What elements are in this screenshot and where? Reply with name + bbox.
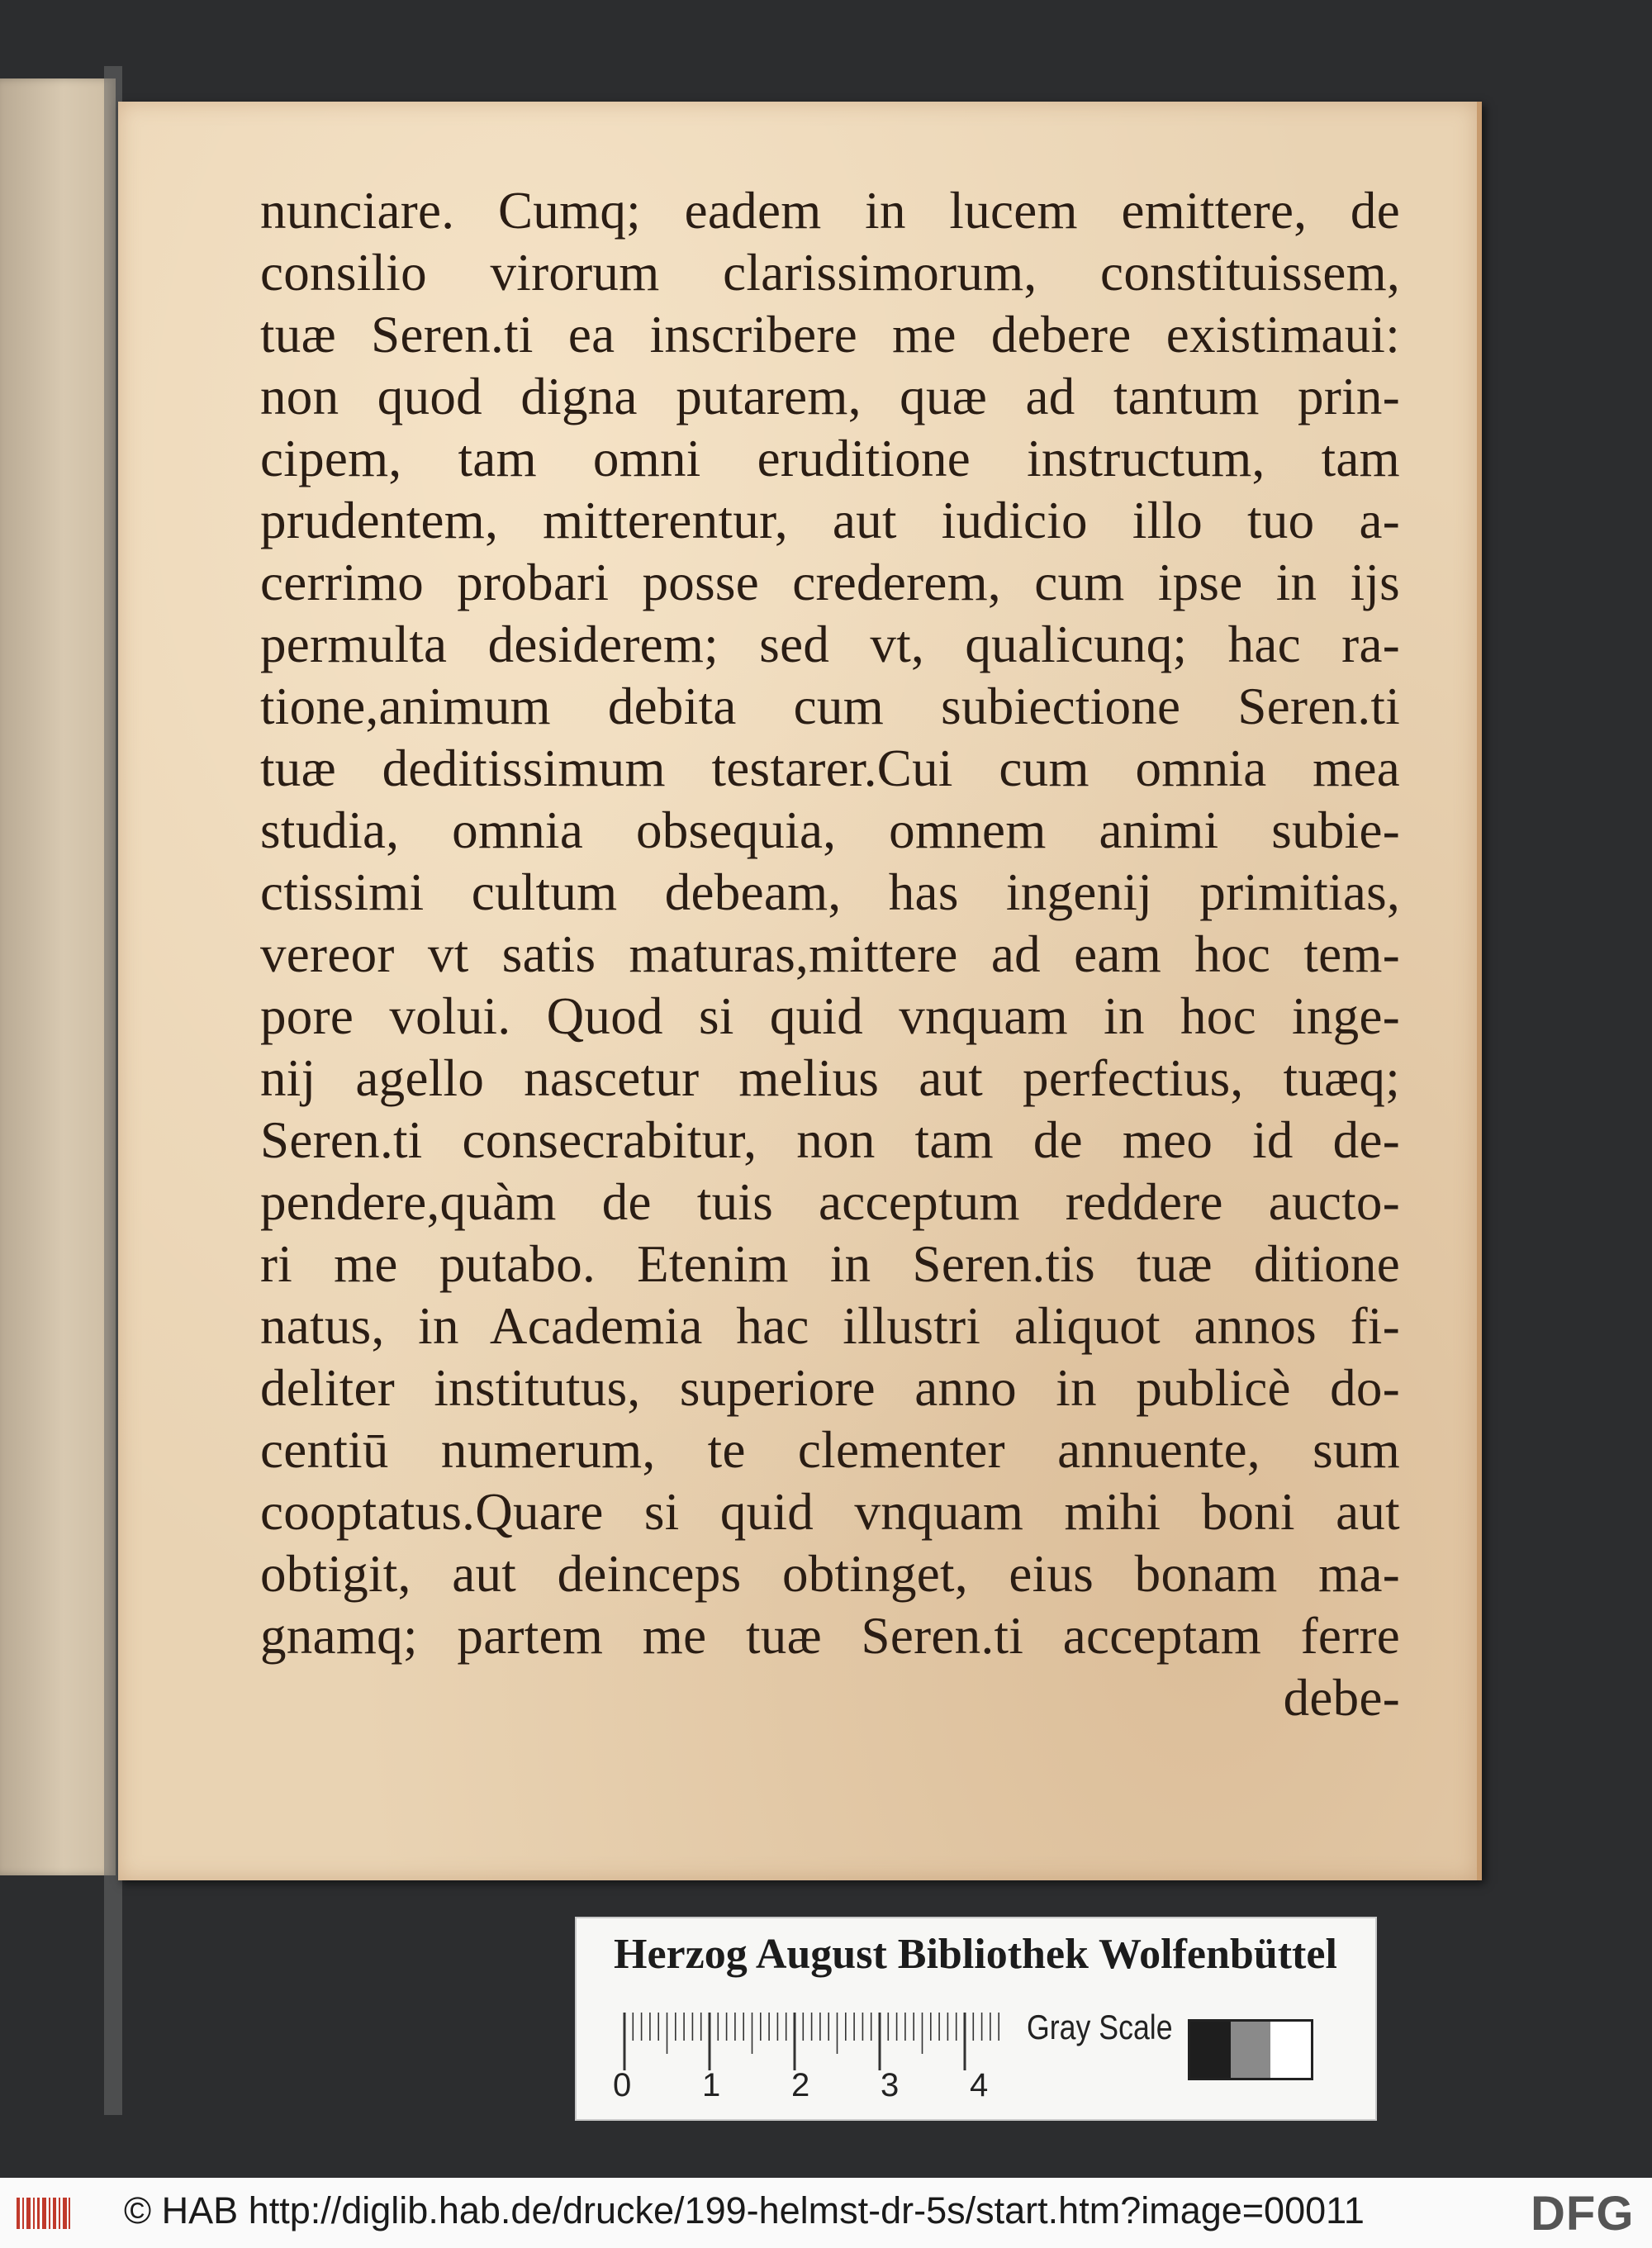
text-line: ctissimi cultum debeam, has ingenij primitias, [260,863,1400,921]
text-line: pendere,quàm de tuis acceptum reddere aucto- [260,1173,1400,1231]
gray-swatch-cell [1190,2022,1231,2078]
ruler-label: 3 [881,2067,900,2103]
text-line: consilio virorum clarissimorum, constituissem, [260,244,1400,302]
text-line: obtigit, aut deinceps obtinget, eius bonam ma- [260,1545,1400,1603]
calibration-card [575,1917,1377,2121]
ruler-scale [621,2009,1009,2075]
text-line: tione,animum debita cum subiectione Seren.ti [260,677,1400,735]
gray-swatch-cell [1231,2022,1271,2078]
text-line: cipem, tam omni eruditione instructum, tam [260,430,1400,487]
text-line: ri me putabo. Etenim in Seren.tis tuæ ditione [260,1235,1400,1293]
text-line: studia, omnia obsequia, omnem animi subie- [260,801,1400,859]
text-line: tuæ deditissimum testarer.Cui cum omnia mea [260,739,1400,797]
gray-scale-swatch [1188,2019,1313,2080]
text-line: non quod digna putarem, quæ ad tantum prin- [260,368,1400,425]
ruler-label: 1 [702,2067,721,2103]
gray-swatch-cell [1270,2022,1311,2078]
gray-scale-label: Gray Scale [1027,2008,1173,2046]
footer-bar [0,2178,1652,2248]
barcode-icon [15,2194,73,2232]
text-line: Seren.ti consecrabitur, non tam de meo id de- [260,1111,1400,1169]
catchword: debe- [1283,1669,1400,1727]
text-line: vereor vt satis maturas,mittere ad eam hoc tem- [260,925,1400,983]
text-line: cooptatus.Quare si quid vnquam mihi boni aut [260,1483,1400,1541]
text-line: gnamq; partem me tuæ Seren.ti acceptam ferre [260,1607,1400,1665]
source-url-text: © HAB http://diglib.hab.de/drucke/199-helmst-dr-5s/start.htm?image=00011 [124,2189,1365,2231]
text-line: deliter institutus, superiore anno in publicè do- [260,1359,1400,1417]
text-line: nij agello nascetur melius aut perfectius, tuæq; [260,1049,1400,1107]
book-page [118,102,1482,1880]
ruler-label: 2 [791,2067,810,2103]
text-line: centiū numerum, te clementer annuente, sum [260,1421,1400,1479]
text-line: nunciare. Cumq; eadem in lucem emittere, de [260,182,1400,240]
dfg-logo: DFG [1531,2187,1635,2241]
ruler-label: 0 [613,2067,632,2103]
text-line: pore volui. Quod si quid vnquam in hoc inge- [260,987,1400,1045]
text-line: cerrimo probari posse crederem, cum ipse in ijs [260,554,1400,611]
text-line: natus, in Academia hac illustri aliquot annos fi- [260,1297,1400,1355]
text-line: tuæ Seren.ti ea inscribere me debere existimaui: [260,306,1400,364]
library-name: Herzog August Bibliothek Wolfenbüttel [614,1931,1337,1978]
text-line: prudentem, mitterentur, aut iudicio illo tuo a- [260,492,1400,549]
page-text-block [260,180,1400,1729]
text-line: permulta desiderem; sed vt, qualicunq; hac ra- [260,615,1400,673]
ruler-label: 4 [970,2067,989,2103]
previous-page-edge [0,78,116,1875]
